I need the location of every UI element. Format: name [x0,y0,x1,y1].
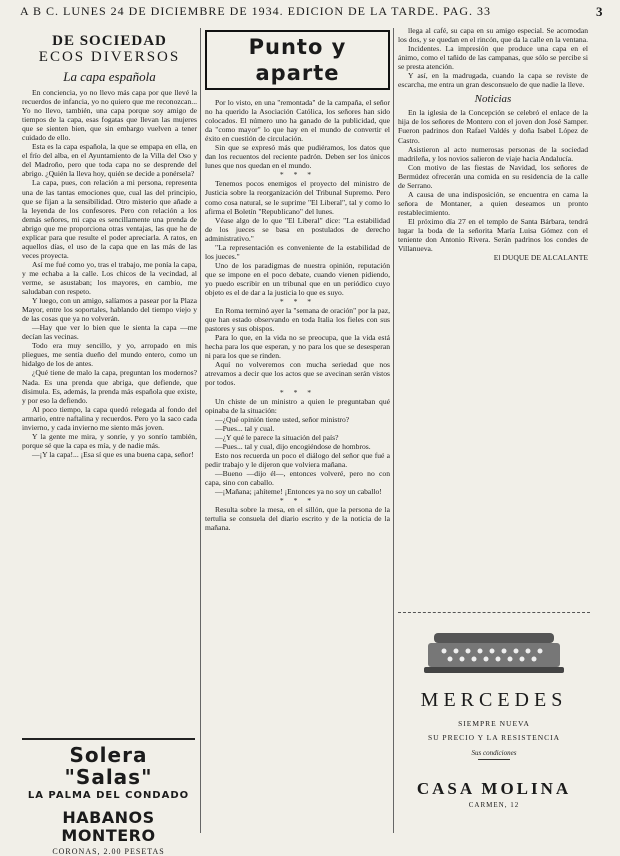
section-title: DE SOCIEDAD [52,33,167,49]
ad-store-name: CASA MOLINA [416,779,572,798]
paragraph: "La representación es conveniente de la estabilidad de los jueces." [205,242,390,261]
column-divider [200,28,201,833]
ad-line: SU PRECIO Y LA RESISTENCIA [427,733,561,742]
column-3 [398,26,588,610]
ad-line: SIEMPRE NUEVA [458,719,530,728]
paragraph: Incidentes. La impresión que produce una capa en el ánimo, como el tañido de las campanas, que sólo se percibe si se presta atención. [398,44,588,72]
page-mark: 3 [596,4,603,19]
paragraph: Tenemos pocos enemigos el proyecto del ministro de Justicia sobre la reorganización del Tribunal Supremo. Pero como cosa natural, se le suprime "El Liberal", tal y como lo afirma el Boletín "Republicano" del lunes. [205,179,390,216]
paragraph: Aquí no volveremos con mucha seriedad que nos atrevamos a decir que los actos que se avecinan serán vistos por todos. [205,360,390,388]
advertisement-mercedes [398,612,590,823]
paragraph: Y así, en la madrugada, cuando la capa se reviste de escarcha, me entra un gran desconsuelo de que nadie la lleve. [398,71,588,90]
news-item: El próximo día 27 en el templo de Santa Bárbara, tendrá lugar la boda de la señorita María Luisa Gómez con el teniente don Antonio Rivera. Serán padrinos los condes de Villanueva. [398,216,588,254]
section-subtitle: ECOS DIVERSOS [38,49,181,65]
ad-divider [478,759,510,760]
paragraph: —Pues... tal y cual, dijo encogiéndose de hombros. [215,441,371,451]
column-divider [393,28,394,833]
paragraph: Y la gente me mira, y sonríe, y yo sonrío también, porque sé que la capa es mía, y de nadie más. [22,431,197,450]
paragraph: Todo era muy sencillo, y yo, arropado en mis pliegues, me sentía dueño del mundo entero, como un hidalgo de los de antes. [22,341,197,369]
paragraph: llega al café, su capa en su amigo especial. Se acomodan los dos, y se quedan en el rincón, que da la calle en la ventana. [398,26,588,45]
paragraph: —Hay que ver lo bien que le sienta la capa —me decían las vecinas. [22,323,197,342]
ad-title: MERCEDES [420,689,568,711]
advertisement-solera [22,738,195,856]
paragraph: Y luego, con un amigo, salíamos a pasear por la Plaza Mayor, entre los soportales, hablando del tiempo viejo y de las cosas que ya no volverán. [22,296,197,324]
paragraph: Esto nos recuerda un poco el diálogo del señor que fué a pedir trabajo y le dijeron que volviera mañana. [205,450,390,469]
ad-store-address: CARMEN, 12 [468,801,520,809]
signature: El DUQUE DE ALCALANTE [493,253,588,263]
separator: * * * [279,170,316,180]
separator: * * * [279,297,316,307]
paragraph: Resulta sobre la mesa, en el sillón, que la persona de la tertulia se consuela del diario escrito y de la noticia de la mañana. [205,505,390,533]
ad-line: Sus condiciones [471,749,517,757]
paragraph: Sin que se expresó más que pudiéramos, los datos que dan los recuentos del reciente padrón. Deben ser los únicos lunes que nos quedan en el mundo. [205,143,390,171]
article-title: La capa española [63,69,156,84]
paragraph: —¿Qué opinión tiene usted, señor ministro? [215,414,350,424]
separator: * * * [279,496,316,506]
news-section-title: Noticias [474,93,512,106]
page-header: A B C. LUNES 24 DE DICIEMBRE DE 1934. EDICION DE LA TARDE. PAG. 33 [20,4,492,18]
paragraph: Así me fué como yo, tras el trabajo, me ponía la capa, y me echaba a la calle. Los chicos de la vecindad, al verme, se asustaban; los mayores, en cambio, me saludaban con respeto. [22,259,197,297]
column-2 [205,26,390,826]
paragraph: —¿Y qué le parece la situación del país? [215,432,339,442]
news-item: Con motivo de las fiestas de Navidad, los señores de Bermúdez ofrecerán una comida en su residencia de la calle de Serrano. [398,162,588,190]
ad-subtitle: LA PALMA DEL CONDADO [27,790,190,801]
paragraph: Uno de los paradigmas de nuestra opinión, reputación que se impone en el poco debate, cuando vienen pidiendo, yo puedo escribir en un tribunal que en un periódico cuyo objeto es el de dar a la justicia lo que es suyo. [205,260,390,297]
news-item: Asistieron al acto numerosas personas de la sociedad madrileña, y los novios salieron de viaje hacia Andalucía. [398,144,588,163]
typewriter-illustration [424,629,564,675]
paragraph: Véase algo de lo que "El Liberal" dice: "La estabilidad de los jueces se basa en postulados de derecho administrativo." [205,215,390,243]
paragraph: En conciencia, yo no llevo más capa por que llevé la recuerdos de infancia, yo no quiero que me reconozcan... Yo no llevo, también, una capa porque soy amigo de tiempos de la capa, esas fogatas que llevan las mujeres que se sienten bien, que sin embargo vuelven a tener cuidado de ello. [22,88,197,143]
paragraph: Un chiste de un ministro a quien le preguntaban qué opinaba de la situación: [205,396,390,415]
paragraph: —Pues... tal y cual. [215,423,275,433]
paragraph: —¡Y la capa!... ¡Esa sí que es una buena capa, señor! [32,449,194,459]
paragraph: Al poco tiempo, la capa quedó relegada al fondo del armario, entre naftalina y recuerdos. Pero yo la saco cada invierno, y cada invierno me siento más joven. [22,404,197,432]
ad-title: Solera "Salas" [64,743,153,789]
separator: * * * [279,387,316,397]
paragraph: Por lo visto, en una "remontada" de la campaña, el señor no ha querido la Asociación Católica, los señores han sido colocados. El número uno ha ganado de la publicidad, que da "como mayor" lo que hay en el mundo de convertir el éxito en cuestión de circulación. [205,98,390,144]
column-1 [22,26,197,796]
paragraph: —Bueno —dijo él—, entonces volveré, pero no con capa, sino con caballo. [205,468,390,487]
news-item: A causa de una indisposición, se encuentra en cama la señora de Montaner, a quien deseamos un pronto restablecimiento. [398,189,588,217]
paragraph: En Roma terminó ayer la "semana de oración" por la paz, que han estado observando en toda Italia los fieles con sus pastores y sus obispos. [205,306,390,334]
ad-brand-subtitle: CORONAS, 2.00 PESETAS [52,847,165,856]
column-box-title: Punto y aparte [205,30,390,90]
paragraph: La capa, pues, con relación a mi persona, representa una de las tantas emociones que, cual las del principio, que se fijan a la sensibilidad. Otro misterio que añade a la leyenda de los confesores. Pero con relación a los demás señores, mi capa es sencillamente una prenda de abrigo que me proporciona otras ventajas, las que he de explicar para que resulte el poder apreciarla. A ratos, en aquellos días, el uso de la capa que en las más de las veces proyecta. [22,178,197,260]
paragraph: ¿Qué tiene de malo la capa, preguntan los modernos? Nada. Es una prenda que abriga, que defiende, que disimula. Es, además, la prenda más española que existe, y por eso la defiendo. [22,368,197,405]
news-item: En la iglesia de la Concepción se celebró el enlace de la hija de los señores de Montero con el joven don José Samper. Fueron padrinos don Rafael Valdés y doña Isabel López de Castro. [398,108,588,145]
ad-brand: HABANOS MONTERO [61,808,156,845]
paragraph: Esta es la capa española, la que se empapa en ella, en el frío del alba, en el Ayuntamiento de la Villa del Oso y del Madroño, pero que toda capa no se desprende del abrigo. ¿Quién la lleva hoy, quién se decide a ponérsela? [22,142,197,179]
paragraph: —¡Mañana; ¡ahíteme! ¡Entonces ya no soy un caballo! [215,487,382,497]
paragraph: Para lo que, en la vida no se preocupa, que la vida está hecha para los que esperan, y no para los que se desesperan ni para los que se rinden. [205,333,390,361]
